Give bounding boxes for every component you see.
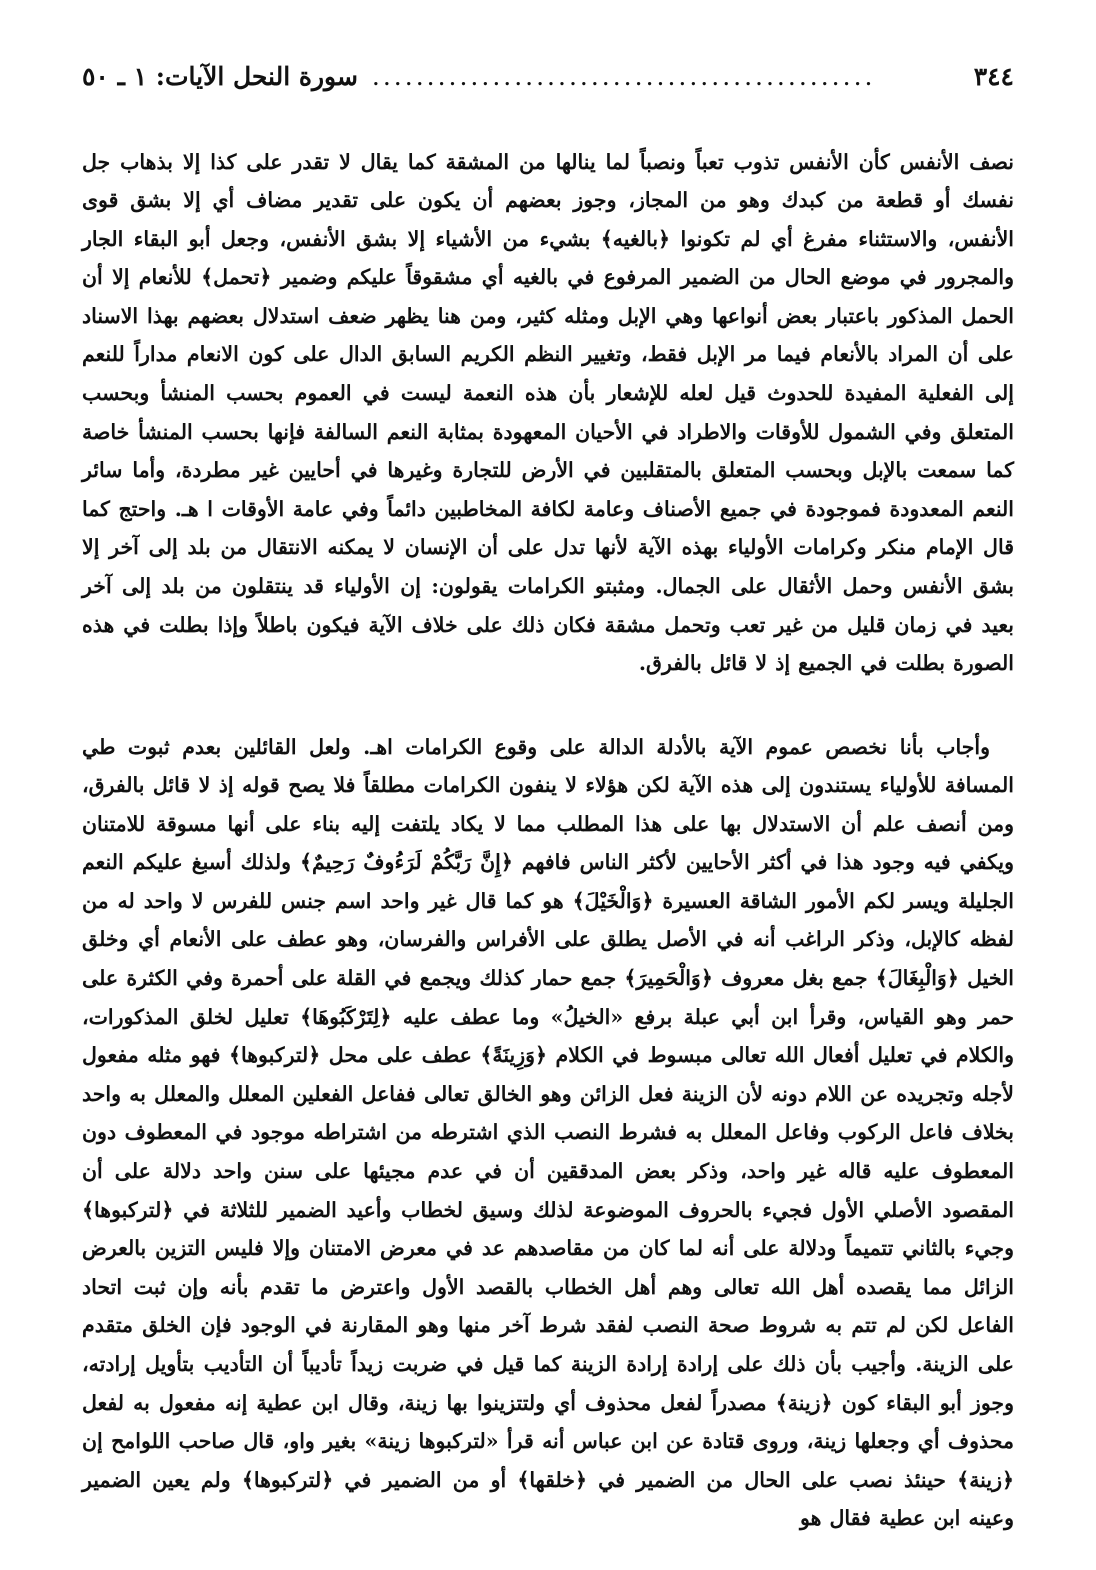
body-paragraph: وأجاب بأنا نخصص عموم الآية بالأدلة الدالة على وقوع الكرامات اهـ. ولعل القائلين بعدم ثبوت طي المسافة للأولياء يستندون إلى هذه الآية لكن هؤلاء لا ينفون الكرامات مطلقاً فلا يصح قوله إذ لا قائل بالفرق، ومن أنصف علم أن الاستدلال بها على هذا المطلب مما لا يكاد يلتفت إليه بناء على أنها مسوقة للامتنان ويكفي فيه وجود هذا في أكثر الأحايين لأكثر الناس فافهم ﴿إِنَّ رَبَّكُمْ لَرَءُوفٌ رَحِيمٌ﴾ ولذلك أسبغ عليكم النعم الجليلة ويسر لكم الأمور الشاقة العسيرة ﴿وَالْخَيْلَ﴾ هو كما قال غير واحد اسم جنس للفرس لا واحد له من لفظه كالإبل، وذكر الراغب أنه في الأصل يطلق على الأفراس والفرسان، وهو عطف على الأنعام أي وخلق الخيل ﴿وَالْبِغَالَ﴾ جمع بغل معروف ﴿وَالْحَمِيرَ﴾ جمع حمار كذلك ويجمع في القلة على أحمرة وفي الكثرة على حمر وهو القياس، وقرأ ابن أبي عبلة برفع «الخيلُ» وما عطف عليه ﴿لِتَرْكَبُوهَا﴾ تعليل لخلق المذكورات، والكلام في تعليل أفعال الله تعالى مبسوط في الكلام ﴿وَزِينَةً﴾ عطف على محل ﴿لتركبوها﴾ فهو مثله مفعول لأجله وتجريده عن اللام دونه لأن الزينة فعل الزائن وهو الخالق تعالى ففاعل الفعلين المعلل والمعلل به واحد بخلاف فاعل الركوب وفاعل المعلل به فشرط النصب الذي اشترطه من اشتراطه موجود في المعطوف دون المعطوف عليه قاله غير واحد، وذكر بعض المدققين أن في عدم مجيئها على سنن واحد دلالة على أن المقصود الأصلي الأول فجيء بالحروف الموضوعة لذلك وسيق لخطاب وأعيد الضمير للثلاثة في ﴿لتركبوها﴾ وجيء بالثاني تتميماً ودلالة على أنه لما كان من مقاصدهم عد في معرض الامتنان وإلا فليس التزين بالعرض الزائل مما يقصده أهل الله تعالى وهم أهل الخطاب بالقصد الأول واعترض ما تقدم بأنه وإن ثبت اتحاد الفاعل لكن لم تتم به شروط صحة النصب لفقد شرط آخر منها وهو المقارنة في الوجود فإن الخلق متقدم على الزينة. وأجيب بأن ذلك على إرادة إرادة الزينة كما قيل في ضربت زيداً تأديباً أن التأديب بتأويل إرادته، وجوز أبو البقاء كون ﴿زينة﴾ مصدراً لفعل محذوف أي ولتتزينوا بها زينة، وقال ابن عطية إنه مفعول به لفعل محذوف أي وجعلها زينة، وروى قتادة عن ابن عباس أنه قرأ «لتركبوها زينة» بغير واو، قال صاحب اللوامح إن ﴿زينة﴾ حينئذ نصب على الحال من الضمير في ﴿خلقها﴾ أو من الضمير في ﴿لتركبوها﴾ ولم يعين الضمير وعينه ابن عطية فقال هو (82, 734, 1014, 1531)
page-number: ٣٤٤ (973, 61, 1014, 91)
body-paragraph: نصف الأنفس كأن الأنفس تذوب تعباً ونصباً لما ينالها من المشقة كما يقال لا تقدر على كذا إلا بذهاب جل نفسك أو قطعة من كبدك وهو من المجاز، وجوز بعضهم أن يكون على تقدير مضاف أي إلا بشق قوى الأنفس، والاستثناء مفرغ أي لم تكونوا ﴿بالغيه﴾ بشيء من الأشياء إلا بشق الأنفس، وجعل أبو البقاء الجار والمجرور في موضع الحال من الضمير المرفوع في بالغيه أي مشقوقاً عليكم وضمير ﴿تحمل﴾ للأنعام إلا أن الحمل المذكور باعتبار بعض أنواعها وهي الإبل ومثله كثير، ومن هنا يظهر ضعف استدلال بعضهم بهذا الاسناد على أن المراد بالأنعام فيما مر الإبل فقط، وتغيير النظم الكريم السابق الدال على كون الانعام مداراً للنعم إلى الفعلية المفيدة للحدوث قيل لعله للإشعار بأن هذه النعمة ليست في العموم بحسب المنشأ وبحسب المتعلق وفي الشمول للأوقات والاطراد في الأحيان المعهودة بمثابة النعم السالفة فإنها بحسب المنشأ خاصة كما سمعت بالإبل وبحسب المتعلق بالمتقلبين في الأرض للتجارة وغيرها في أحايين غير مطردة، وأما سائر النعم المعدودة فموجودة في جميع الأصناف وعامة لكافة المخاطبين دائماً وفي عامة الأوقات ا هـ. واحتج كما قال الإمام منكر وكرامات الأولياء بهذه الآية لأنها تدل على أن الإنسان لا يمكنه الانتقال من بلد إلى آخر إلا بشق الأنفس وحمل الأثقال على الجمال. ومثبتو الكرامات يقولون: إن الأولياء قد ينتقلون من بلد إلى آخر بعيد في زمان قليل من غير تعب وتحمل مشقة فكان ذلك على خلاف الآية فيكون باطلاً وإذا بطلت في هذه الصورة بطلت في الجميع إذ لا قائل بالفرق. (82, 149, 1014, 676)
header-dot-leader: .............................................. (371, 61, 876, 91)
running-title: سورة النحل الآيات: ١ ـ ٥٠ (82, 61, 358, 91)
page-header (82, 56, 1014, 96)
